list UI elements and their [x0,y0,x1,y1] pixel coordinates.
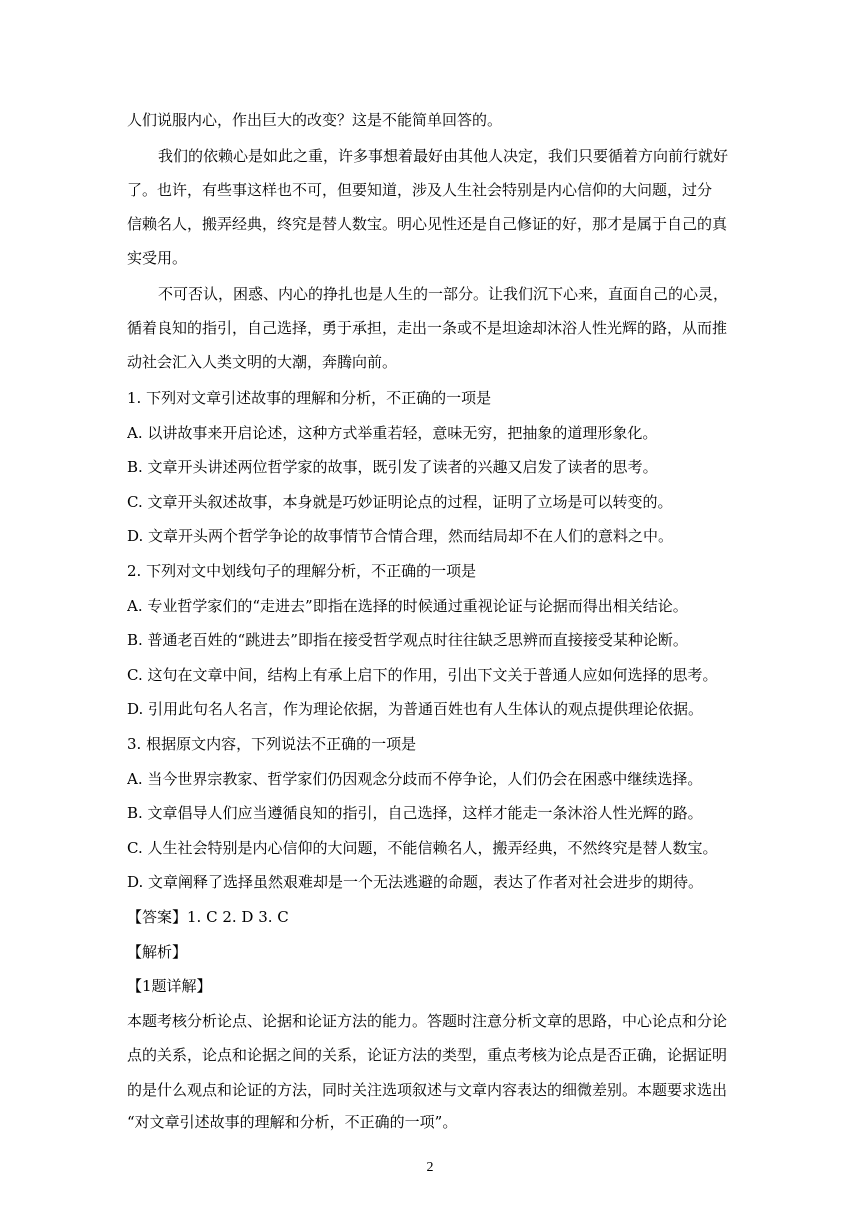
option-line: B. 普通老百姓的“跳进去”即指在接受哲学观点时往往缺乏思辨而直接接受某种论断。 [127,631,688,649]
paragraph-line: 点的关系，论点和论据之间的关系，论证方法的类型，重点考核为论点是否正确，论据证明 [127,1046,728,1064]
paragraph-line: “对文章引述故事的理解和分析，不正确的一项”。 [127,1113,458,1131]
question-stem: 2. 下列对文中划线句子的理解分析，不正确的一项是 [127,562,477,580]
paragraph-line: 了。也许，有些事这样也不可，但要知道，涉及人生社会特别是内心信仰的大问题，过分 [127,181,713,199]
option-line: C. 人生社会特别是内心信仰的大问题，不能信赖名人，搬弄经典，不然终究是替人数宝。 [127,839,718,857]
paragraph-line: 人们说服内心，作出巨大的改变？这是不能简单回答的。 [127,111,503,129]
option-line: D. 引用此句名人名言，作为理论依据，为普通百姓也有人生体认的观点提供理论依据。 [127,700,704,718]
paragraph-line: 不可否认，困惑、内心的挣扎也是人生的一部分。让我们沉下心来，直面自己的心灵， [158,285,729,303]
page-number: 2 [426,1160,434,1175]
option-line: C. 文章开头叙述故事，本身就是巧妙证明论点的过程，证明了立场是可以转变的。 [127,493,673,511]
paragraph-line: 本题考核分析论点、论据和论证方法的能力。答题时注意分析文章的思路，中心论点和分论 [127,1012,728,1030]
option-line: B. 文章倡导人们应当遵循良知的指引，自己选择，这样才能走一条沐浴人性光辉的路。 [127,804,703,822]
option-line: A. 专业哲学家们的“走进去”即指在选择的时候通过重视论证与论据而得出相关结论。 [127,597,688,615]
option-line: A. 以讲故事来开启论述，这种方式举重若轻，意味无穷，把抽象的道理形象化。 [127,424,658,442]
paragraph-line: 动社会汇入人类文明的大潮，奔腾向前。 [127,353,398,371]
paragraph-line: 的是什么观点和论证的方法，同时关注选项叙述与文章内容表达的细微差别。本题要求选出 [127,1081,728,1099]
option-line: D. 文章开头两个哲学争论的故事情节合情合理，然而结局却不在人们的意料之中。 [127,527,674,545]
analysis-subheading: 【1题详解】 [127,977,212,995]
paragraph-line: 我们的依赖心是如此之重，许多事想着最好由其他人决定，我们只要循着方向前行就好 [158,147,729,165]
answer-line: 【答案】1. C 2. D 3. C [127,908,289,926]
paragraph-line: 实受用。 [127,249,188,267]
option-line: C. 这句在文章中间，结构上有承上启下的作用，引出下文关于普通人应如何选择的思考。 [127,666,718,684]
question-stem: 3. 根据原文内容，下列说法不正确的一项是 [127,735,417,753]
paragraph-line: 信赖名人，搬弄经典，终究是替人数宝。明心见性还是自己修证的好，那才是属于自己的真 [127,215,728,233]
question-stem: 1. 下列对文章引述故事的理解和分析，不正确的一项是 [127,389,492,407]
paragraph-line: 循着良知的指引，自己选择，勇于承担，走出一条或不是坦途却沐浴人性光辉的路，从而推 [127,319,728,337]
option-line: A. 当今世界宗教家、哲学家们仍因观念分歧而不停争论，人们仍会在困惑中继续选择。 [127,770,703,788]
option-line: D. 文章阐释了选择虽然艰难却是一个无法逃避的命题，表达了作者对社会进步的期待。 [127,873,704,891]
analysis-heading: 【解析】 [127,943,188,961]
option-line: B. 文章开头讲述两位哲学家的故事，既引发了读者的兴趣又启发了读者的思考。 [127,458,658,476]
